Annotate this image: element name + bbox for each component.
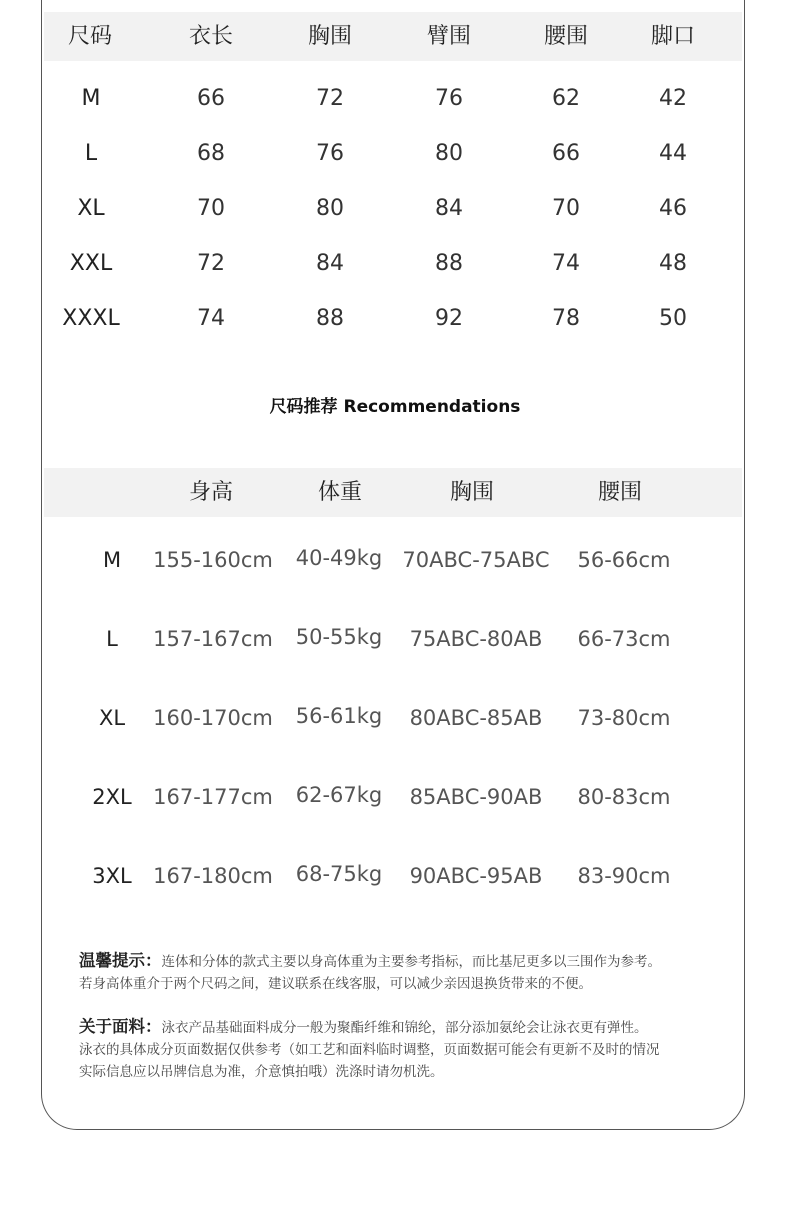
weight-cell: 56-61kg [295, 704, 383, 728]
arm-cell: 76 [435, 86, 463, 111]
size-cell: XXL [69, 251, 113, 276]
height-cell: 167-177cm [153, 785, 273, 809]
recommend-title: 尺码推荐 Recommendations [269, 397, 521, 417]
chest-cell: 84 [316, 251, 344, 276]
chest-cell: 76 [316, 141, 344, 166]
waist-cell: 80-83cm [577, 785, 671, 809]
waist-cell: 66 [552, 141, 580, 166]
fabric-line-3: 实际信息应以吊牌信息为准，介意慎拍哦）洗涤时请勿机洗。 [79, 1064, 444, 1080]
size-cell: 3XL [92, 864, 132, 888]
weight-cell: 40-49kg [295, 546, 383, 570]
arm-cell: 80 [435, 141, 463, 166]
header-chest: 胸围 [307, 24, 352, 49]
hem-cell: 42 [659, 86, 687, 111]
weight-cell: 62-67kg [295, 783, 383, 807]
height-cell: 155-160cm [153, 548, 273, 572]
header-chest: 胸围 [449, 480, 494, 505]
hem-cell: 44 [659, 141, 687, 166]
fabric-line-1: 泳衣产品基础面料成分一般为聚酯纤维和锦纶，部分添加氨纶会让泳衣更有弹性。 [161, 1020, 648, 1036]
waist-cell: 73-80cm [577, 706, 671, 730]
waist-cell: 78 [552, 306, 580, 331]
waist-cell: 70 [552, 196, 580, 221]
arm-cell: 84 [435, 196, 463, 221]
size-table-header [44, 12, 742, 61]
chest-cell: 80ABC-85AB [409, 706, 543, 730]
header-length: 衣长 [188, 24, 233, 49]
tips-line-1: 连体和分体的款式主要以身高体重为主要参考指标，而比基尼更多以三围作为参考。 [161, 954, 661, 970]
waist-cell: 74 [552, 251, 580, 276]
size-cell: XL [77, 196, 105, 221]
waist-cell: 83-90cm [577, 864, 671, 888]
length-cell: 66 [197, 86, 225, 111]
header-waist: 腰围 [543, 24, 588, 49]
header-arm: 臂围 [426, 24, 471, 49]
header-waist: 腰围 [597, 480, 642, 505]
hem-cell: 46 [659, 196, 687, 221]
waist-cell: 62 [552, 86, 580, 111]
size-cell: L [106, 627, 118, 651]
length-cell: 68 [197, 141, 225, 166]
size-cell: M [81, 86, 101, 111]
weight-cell: 50-55kg [295, 625, 383, 649]
chest-cell: 90ABC-95AB [409, 864, 543, 888]
size-cell: M [102, 548, 122, 572]
size-cell: XL [98, 706, 126, 730]
recommend-table-header [44, 468, 742, 517]
fabric-label: 关于面料： [79, 1017, 162, 1036]
height-cell: 167-180cm [153, 864, 273, 888]
chest-cell: 72 [316, 86, 344, 111]
chest-cell: 75ABC-80AB [409, 627, 543, 651]
weight-cell: 68-75kg [295, 862, 383, 886]
size-cell: L [84, 141, 98, 166]
height-cell: 157-167cm [153, 627, 273, 651]
length-cell: 74 [197, 306, 225, 331]
height-cell: 160-170cm [153, 706, 273, 730]
header-size: 尺码 [67, 24, 112, 49]
hem-cell: 48 [659, 251, 687, 276]
header-height: 身高 [188, 480, 233, 505]
size-cell: XXXL [62, 306, 120, 331]
tips-note [79, 950, 739, 995]
chest-cell: 85ABC-90AB [409, 785, 543, 809]
chest-cell: 80 [316, 196, 344, 221]
arm-cell: 92 [435, 306, 463, 331]
length-cell: 72 [197, 251, 225, 276]
arm-cell: 88 [435, 251, 463, 276]
chest-cell: 88 [316, 306, 344, 331]
size-cell: 2XL [92, 785, 132, 809]
header-hem: 脚口 [650, 24, 695, 49]
header-weight: 体重 [317, 480, 362, 505]
fabric-note [79, 1016, 739, 1083]
tips-label: 温馨提示： [79, 951, 162, 970]
waist-cell: 66-73cm [577, 627, 671, 651]
fabric-line-2: 泳衣的具体成分页面数据仅供参考（如工艺和面料临时调整，页面数据可能会有更新不及时的情况 [79, 1042, 660, 1058]
chest-cell: 70ABC-75ABC [402, 548, 550, 572]
waist-cell: 56-66cm [577, 548, 671, 572]
length-cell: 70 [197, 196, 225, 221]
tips-line-2: 若身高体重介于两个尺码之间，建议联系在线客服，可以减少亲因退换货带来的不便。 [79, 976, 592, 992]
hem-cell: 50 [659, 306, 687, 331]
